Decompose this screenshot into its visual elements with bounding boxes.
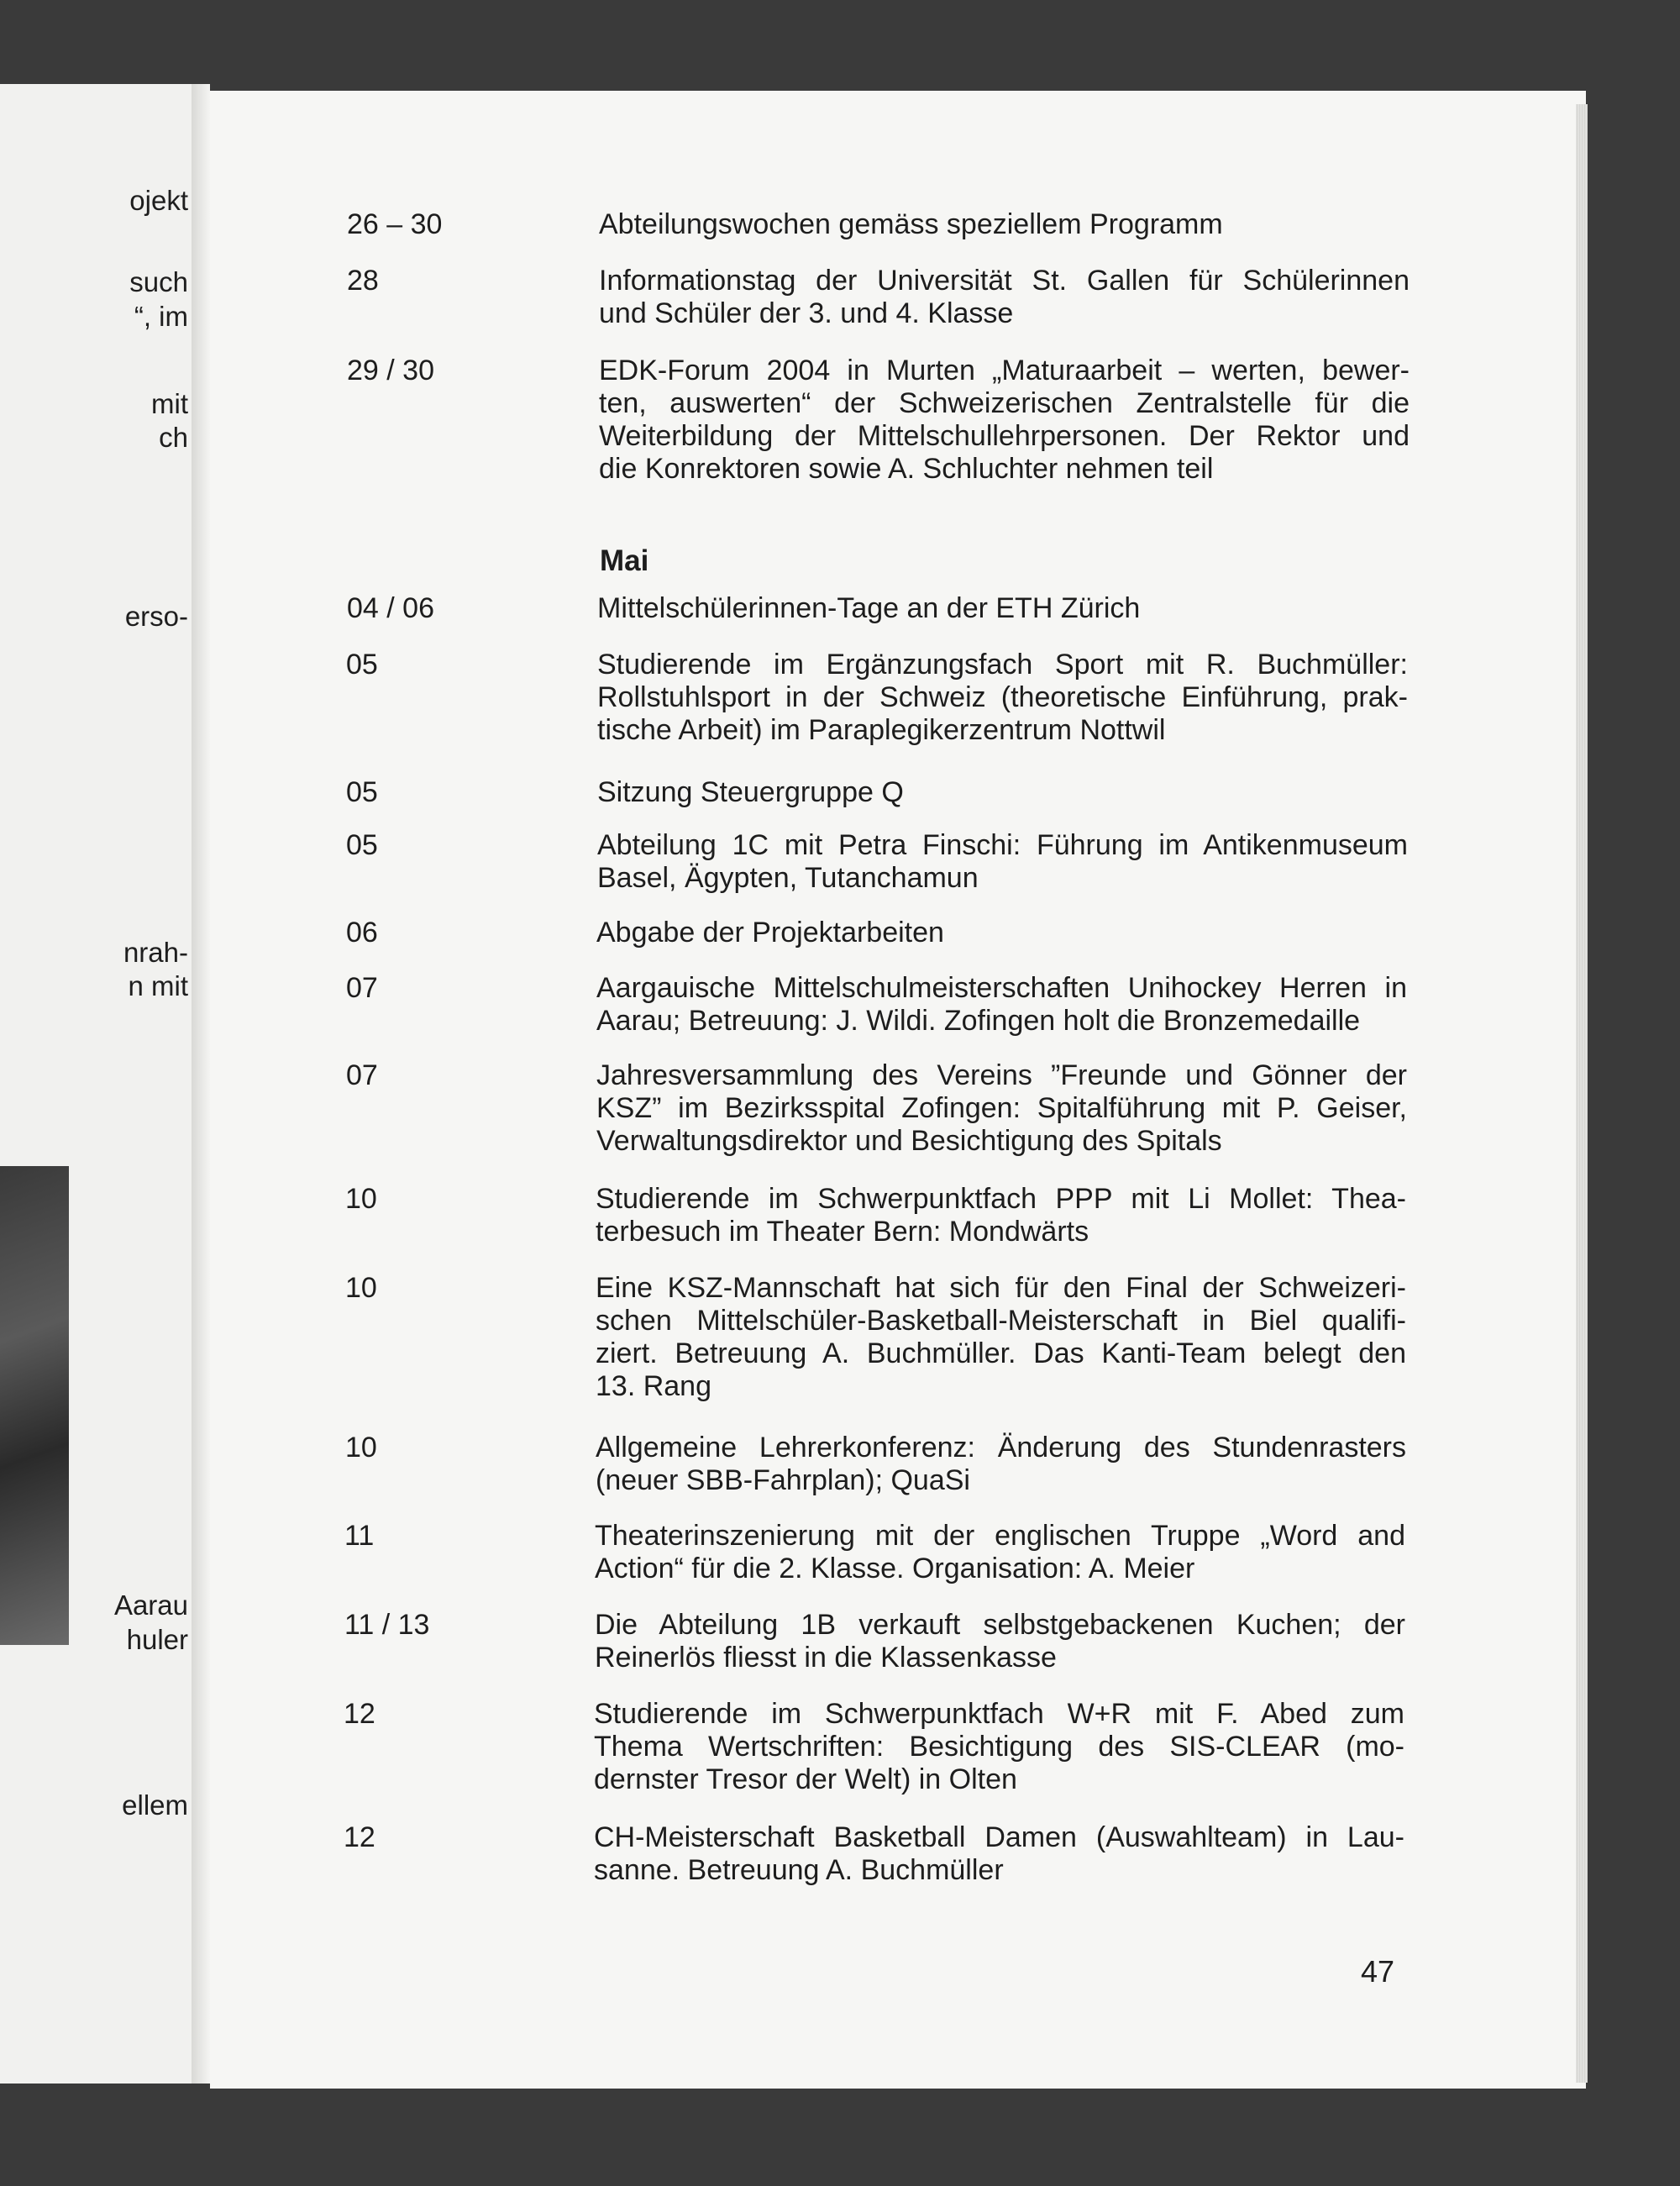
entry-date: 29 / 30 xyxy=(347,355,434,386)
left-page-text-fragment: ojekt xyxy=(129,185,188,216)
entry-line: Aargauische Mittelschulmeisterschaften Unihockey Herren in xyxy=(596,972,1407,1004)
entry-line: Studierende im Schwerpunktfach W+R mit F. Abed zum xyxy=(594,1698,1404,1730)
entry-line: KSZ” im Bezirksspital Zofingen: Spitalführung mit P. Geiser, xyxy=(596,1092,1407,1124)
entry-line: Aarau; Betreuung: J. Wildi. Zofingen holt die Bronzemedaille xyxy=(596,1005,1361,1037)
entry-date: 07 xyxy=(346,1059,378,1091)
entry-line: (neuer SBB-Fahrplan); QuaSi xyxy=(596,1464,970,1496)
entry-date: 26 – 30 xyxy=(347,208,443,240)
entry-description xyxy=(596,1183,1406,1248)
entry-line: Die Abteilung 1B verkauft selbstgebackenen Kuchen; der xyxy=(595,1609,1405,1641)
entry-line: schen Mittelschüler-Basketball-Meisterschaft in Biel qualifi- xyxy=(596,1305,1406,1337)
entry-line: Basel, Ägypten, Tutanchamun xyxy=(597,862,979,894)
entry-line: Abteilung 1C mit Petra Finschi: Führung im Antikenmuseum xyxy=(597,829,1408,861)
entry-date: 10 xyxy=(345,1183,377,1215)
entry-line: Verwaltungsdirektor und Besichtigung des Spitals xyxy=(596,1125,1222,1157)
entry-date: 05 xyxy=(346,649,378,680)
entry-date: 12 xyxy=(344,1821,375,1853)
entry-line: Eine KSZ-Mannschaft hat sich für den Final der Schweizeri- xyxy=(596,1272,1406,1304)
entry-line: Abgabe der Projektarbeiten xyxy=(596,917,944,948)
entry-line: Jahresversammlung des Vereins ”Freunde und Gönner der xyxy=(596,1059,1407,1091)
page-number: 47 xyxy=(1361,1954,1395,1989)
entry-line: Reinerlös fliesst in die Klassenkasse xyxy=(595,1642,1057,1674)
entry-line: ten, auswerten“ der Schweizerischen Zentralstelle für die xyxy=(599,387,1410,419)
entry-line: und Schüler der 3. und 4. Klasse xyxy=(599,297,1014,329)
entry-date: 28 xyxy=(347,265,379,297)
left-page-text-fragment: “, im xyxy=(134,301,188,332)
entry-line: CH-Meisterschaft Basketball Damen (Auswahlteam) in Lau- xyxy=(594,1821,1404,1853)
calendar-entries xyxy=(210,91,1586,2089)
left-page-text-fragment: nrah- xyxy=(123,937,188,968)
left-page-text-fragment: erso- xyxy=(124,601,188,632)
entry-line: terbesuch im Theater Bern: Mondwärts xyxy=(596,1216,1089,1248)
entry-description xyxy=(597,776,1408,809)
entry-line: Informationstag der Universität St. Gallen für Schülerinnen xyxy=(599,265,1410,297)
entry-line: 13. Rang xyxy=(596,1370,711,1402)
left-page xyxy=(0,84,192,2084)
entry-line: Mittelschülerinnen-Tage an der ETH Zürich xyxy=(597,592,1141,624)
left-page-text-fragment: mit xyxy=(151,388,188,419)
entry-line: Rollstuhlsport in der Schweiz (theoretische Einführung, prak- xyxy=(597,681,1408,713)
entry-description xyxy=(596,1272,1406,1403)
entry-description xyxy=(596,1432,1406,1497)
entry-line: dernster Tresor der Welt) in Olten xyxy=(594,1763,1017,1795)
left-page-text-fragment: huler xyxy=(126,1624,188,1655)
entry-description xyxy=(597,649,1408,747)
entry-line: Weiterbildung der Mittelschullehrpersonen. Der Rektor und xyxy=(599,420,1410,452)
left-page-photo xyxy=(0,1166,69,1645)
left-page-text-fragment: such xyxy=(129,266,188,297)
entry-description xyxy=(596,972,1407,1038)
entry-line: tische Arbeit) im Paraplegikerzentrum Nottwil xyxy=(597,714,1166,746)
right-page xyxy=(210,91,1586,2089)
entry-line: die Konrektoren sowie A. Schluchter nehmen teil xyxy=(599,453,1214,485)
entry-line: sanne. Betreuung A. Buchmüller xyxy=(594,1854,1004,1886)
left-page-text-fragment: ch xyxy=(159,422,188,453)
entry-date: 12 xyxy=(344,1698,375,1730)
entry-date: 06 xyxy=(346,917,378,948)
entry-date: 05 xyxy=(346,776,378,808)
entry-description xyxy=(596,1059,1407,1158)
entry-line: Studierende im Ergänzungsfach Sport mit R. Buchmüller: xyxy=(597,649,1408,680)
entry-description xyxy=(595,1609,1405,1674)
entry-description xyxy=(597,829,1408,895)
entry-line: Action“ für die 2. Klasse. Organisation: A. Meier xyxy=(595,1553,1195,1584)
entry-date: 11 xyxy=(344,1520,375,1552)
entry-date: 10 xyxy=(345,1272,377,1304)
entry-line: Thema Wertschriften: Besichtigung des SIS-CLEAR (mo- xyxy=(594,1731,1404,1763)
left-page-text-fragment: n mit xyxy=(128,970,188,1001)
book-gutter xyxy=(192,84,210,2084)
entry-date: 07 xyxy=(346,972,378,1004)
month-heading: Mai xyxy=(600,544,649,577)
entry-line: Theaterinszenierung mit der englischen Truppe „Word and xyxy=(595,1520,1405,1552)
entry-line: Allgemeine Lehrerkonferenz: Änderung des Stundenrasters xyxy=(596,1432,1406,1463)
entry-date: 05 xyxy=(346,829,378,861)
entry-line: Studierende im Schwerpunktfach PPP mit Li Mollet: Thea- xyxy=(596,1183,1406,1215)
entry-line: Abteilungswochen gemäss speziellem Programm xyxy=(599,208,1223,240)
entry-description xyxy=(597,592,1408,625)
entry-date: 04 / 06 xyxy=(347,592,434,624)
entry-description xyxy=(599,265,1410,330)
entry-line: EDK-Forum 2004 in Murten „Maturaarbeit – werten, bewer- xyxy=(599,355,1410,386)
entry-line: Sitzung Steuergruppe Q xyxy=(597,776,904,808)
entry-description xyxy=(596,917,1407,949)
left-page-text-fragment: Aarau xyxy=(113,1590,188,1621)
entry-date: 11 / 13 xyxy=(344,1609,430,1641)
page-edge xyxy=(1576,104,1588,2083)
entry-description xyxy=(599,355,1410,486)
entry-line: ziert. Betreuung A. Buchmüller. Das Kanti-Team belegt den xyxy=(596,1337,1406,1369)
entry-description xyxy=(594,1821,1404,1887)
entry-description xyxy=(594,1698,1404,1796)
entry-description xyxy=(599,208,1410,241)
entry-description xyxy=(595,1520,1405,1585)
left-page-text-fragment: ellem xyxy=(122,1789,188,1821)
entry-date: 10 xyxy=(345,1432,377,1463)
